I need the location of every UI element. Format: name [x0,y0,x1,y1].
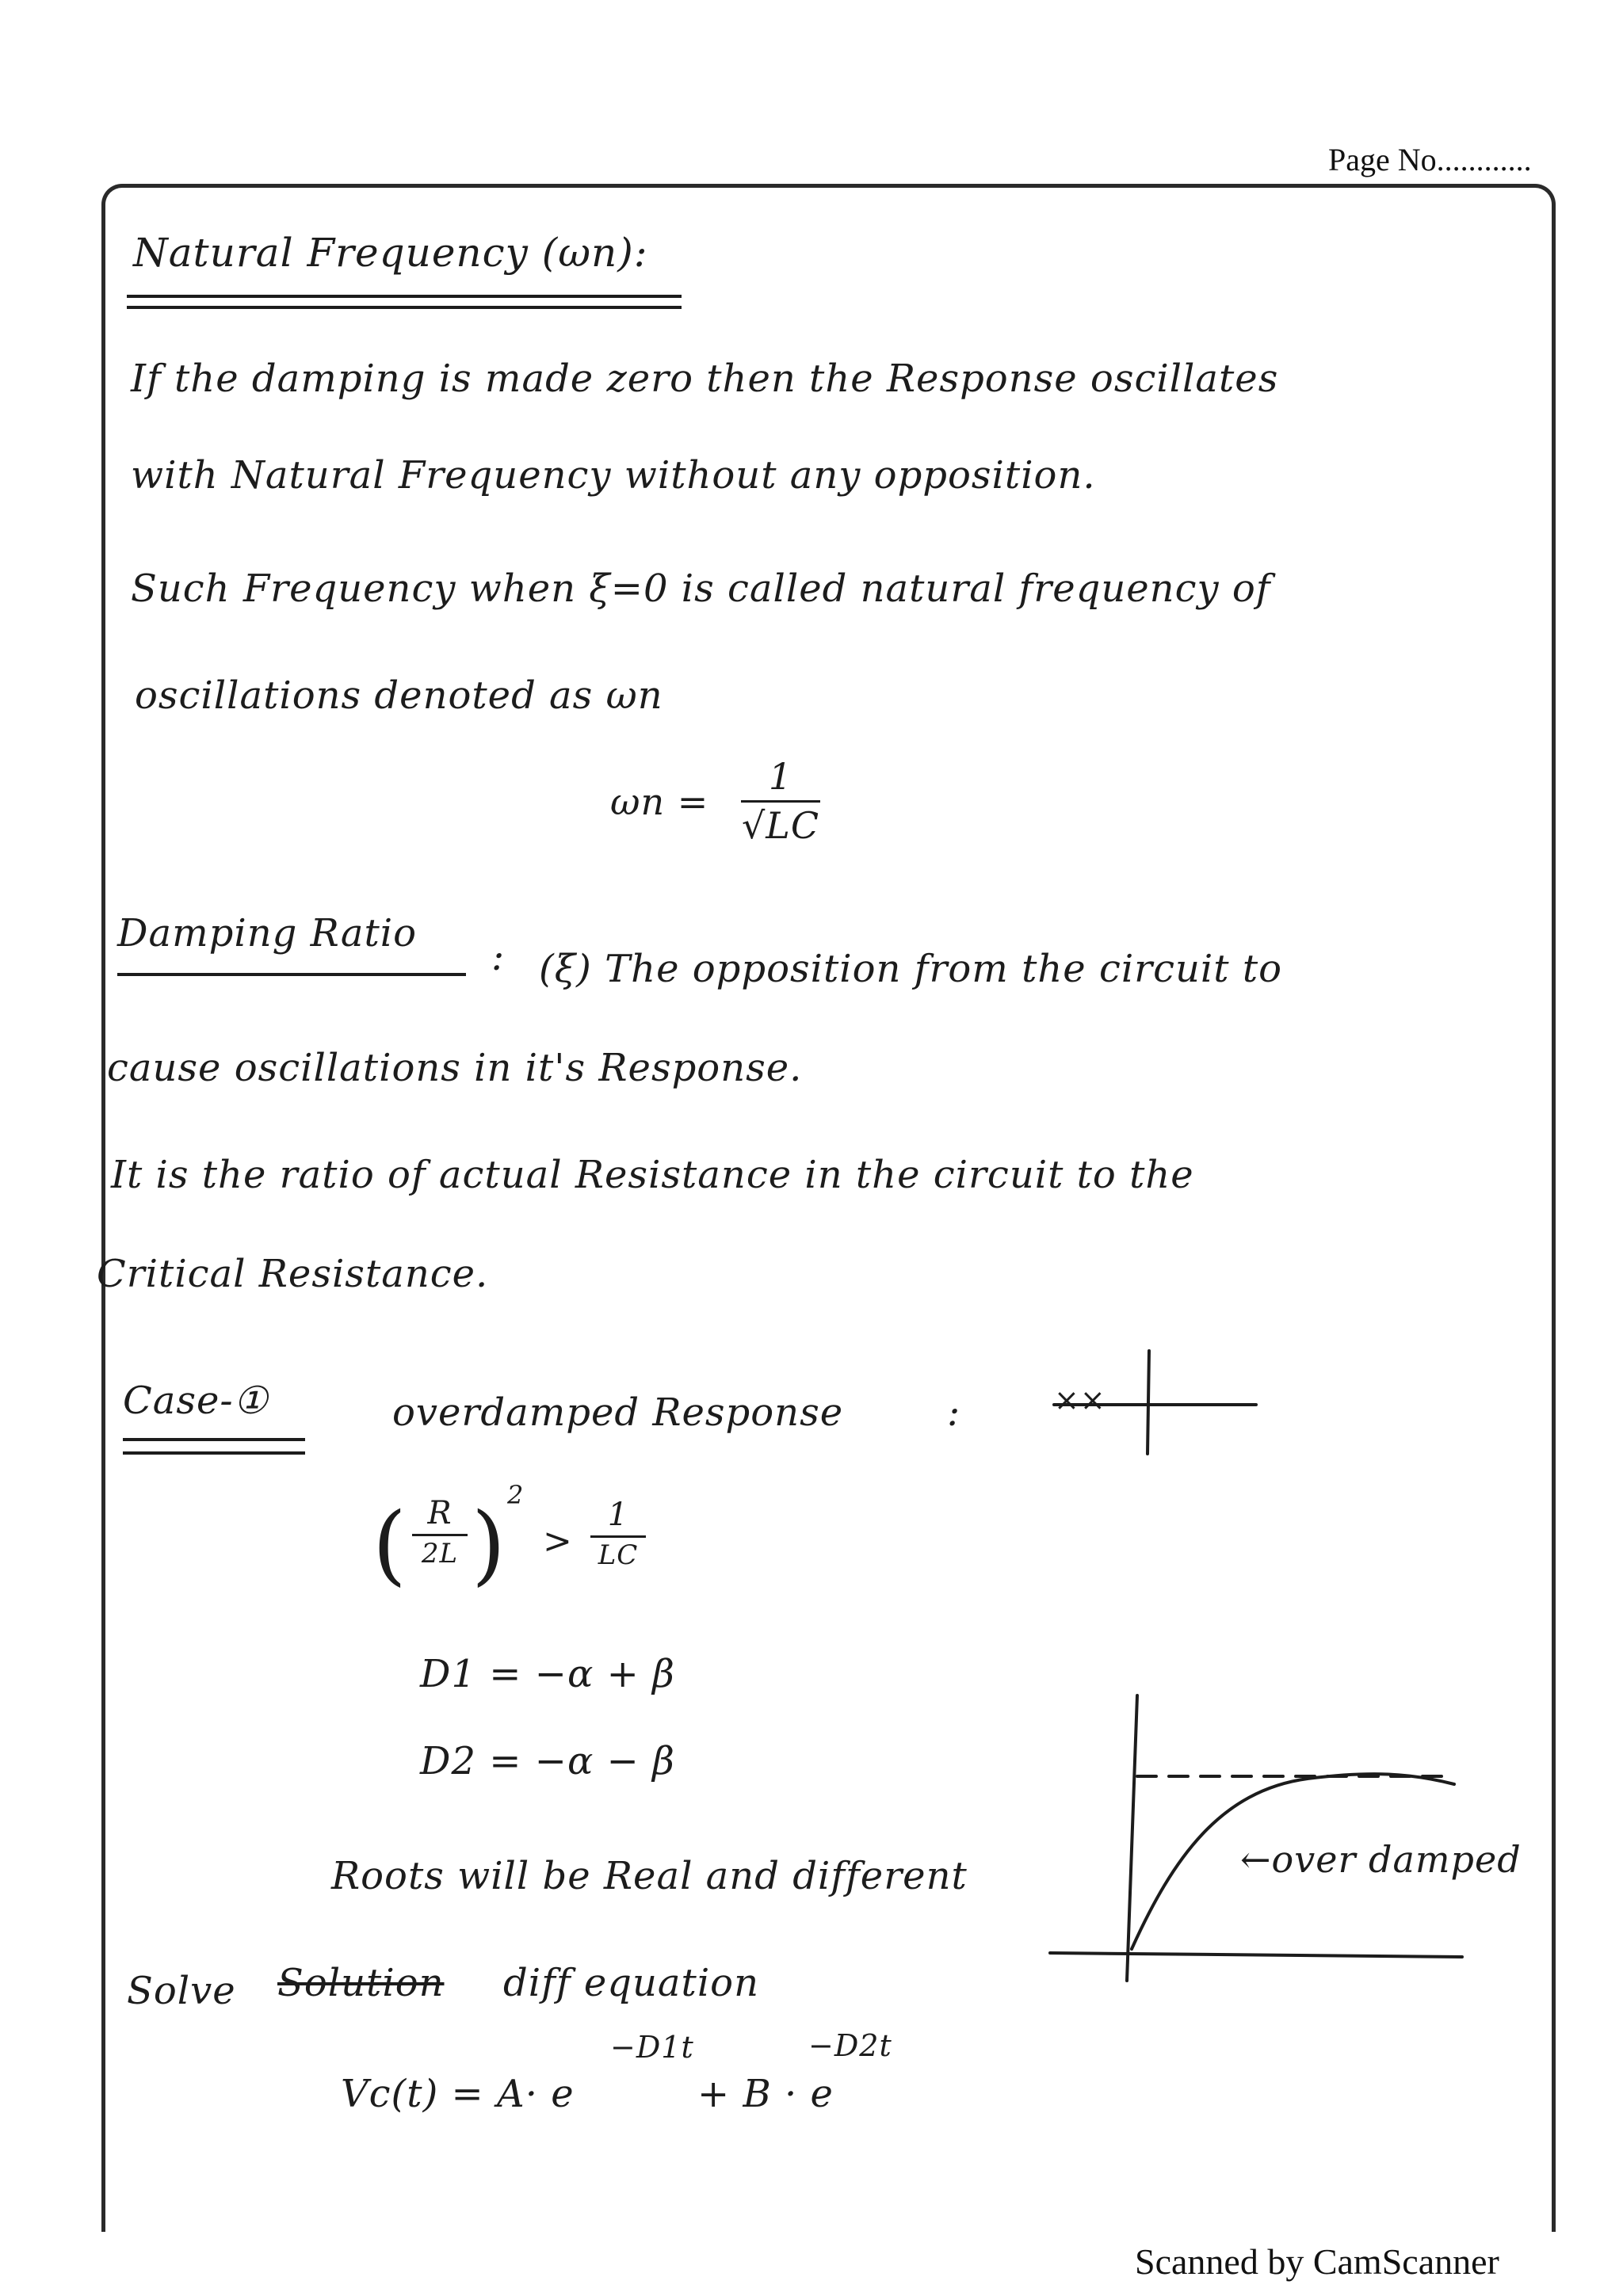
solve-rest: diff equation [503,1961,759,2005]
dr-line-2: cause oscillations in it's Response. [107,1046,803,1090]
fraction-bar [741,800,820,803]
cond-exponent: 2 [507,1480,525,1510]
dr-line-3: It is the ratio of actual Resistance in the circuit to the [111,1153,1194,1197]
case-1-title: overdamped Response [392,1390,844,1435]
page-number: Page No............ [1328,142,1532,177]
nf-line-2: with Natural Frequency without any opposition. [131,453,1096,498]
heading-underline-2 [127,306,682,309]
nf-line-3: Such Frequency when ξ=0 is called natural frequency of [131,566,1271,611]
dr-line-4: Critical Resistance. [97,1252,489,1296]
struck-word: Solution [277,1961,445,2005]
pole-marks: ×× [1054,1383,1106,1417]
one-over-lc [590,1497,646,1570]
damping-ratio-heading: Damping Ratio [117,911,417,955]
root-d2: D2 = −α − β [420,1739,675,1783]
nf-line-4: oscillations denoted as ωn [135,673,663,718]
damping-ratio-underline [117,973,466,976]
natural-frequency-heading: Natural Frequency (ωn): [133,230,648,276]
vc-mid: + B · e [697,2072,834,2116]
omega-n-lhs: ωn = [610,780,709,823]
cond-bar [412,1534,468,1536]
nf-line-1: If the damping is made zero then the Response oscillates [131,357,1279,401]
case-1-colon: : [947,1390,961,1435]
cond-numerator: R [427,1495,453,1531]
cond-rhs-denominator: LC [598,1539,639,1571]
omega-n-denominator: √LC [741,803,820,847]
omega-n-numerator: 1 [768,755,793,798]
dr-line-1: (ξ) The opposition from the circuit to [539,947,1282,991]
cond-rhs-numerator: 1 [607,1497,629,1533]
overdamped-graph-label: ←over damped [1240,1838,1522,1881]
solve-word: Solve [127,1969,236,2013]
case-1-label: Case-① [123,1379,269,1423]
left-paren: ( [372,1493,407,1595]
omega-n-fraction [741,757,820,845]
vc-exponent-1: −D1t [610,2030,694,2065]
vc-lhs: Vc(t) = A· e [341,2072,575,2116]
root-d1: D1 = −α + β [420,1652,675,1696]
damping-ratio-colon: : [491,935,506,979]
r-over-2l [412,1496,468,1569]
cond-rhs-bar [590,1535,646,1538]
cond-denominator: 2L [421,1538,459,1569]
scanner-watermark: Scanned by CamScanner [1135,2241,1499,2282]
right-paren: ) [472,1493,506,1595]
heading-underline [127,295,682,298]
cond-operator: > [543,1521,573,1562]
case-1-underline-2 [123,1451,305,1455]
roots-statement: Roots will be Real and different [331,1854,968,1898]
case-1-underline [123,1438,305,1441]
vc-exponent-2: −D2t [808,2028,892,2063]
